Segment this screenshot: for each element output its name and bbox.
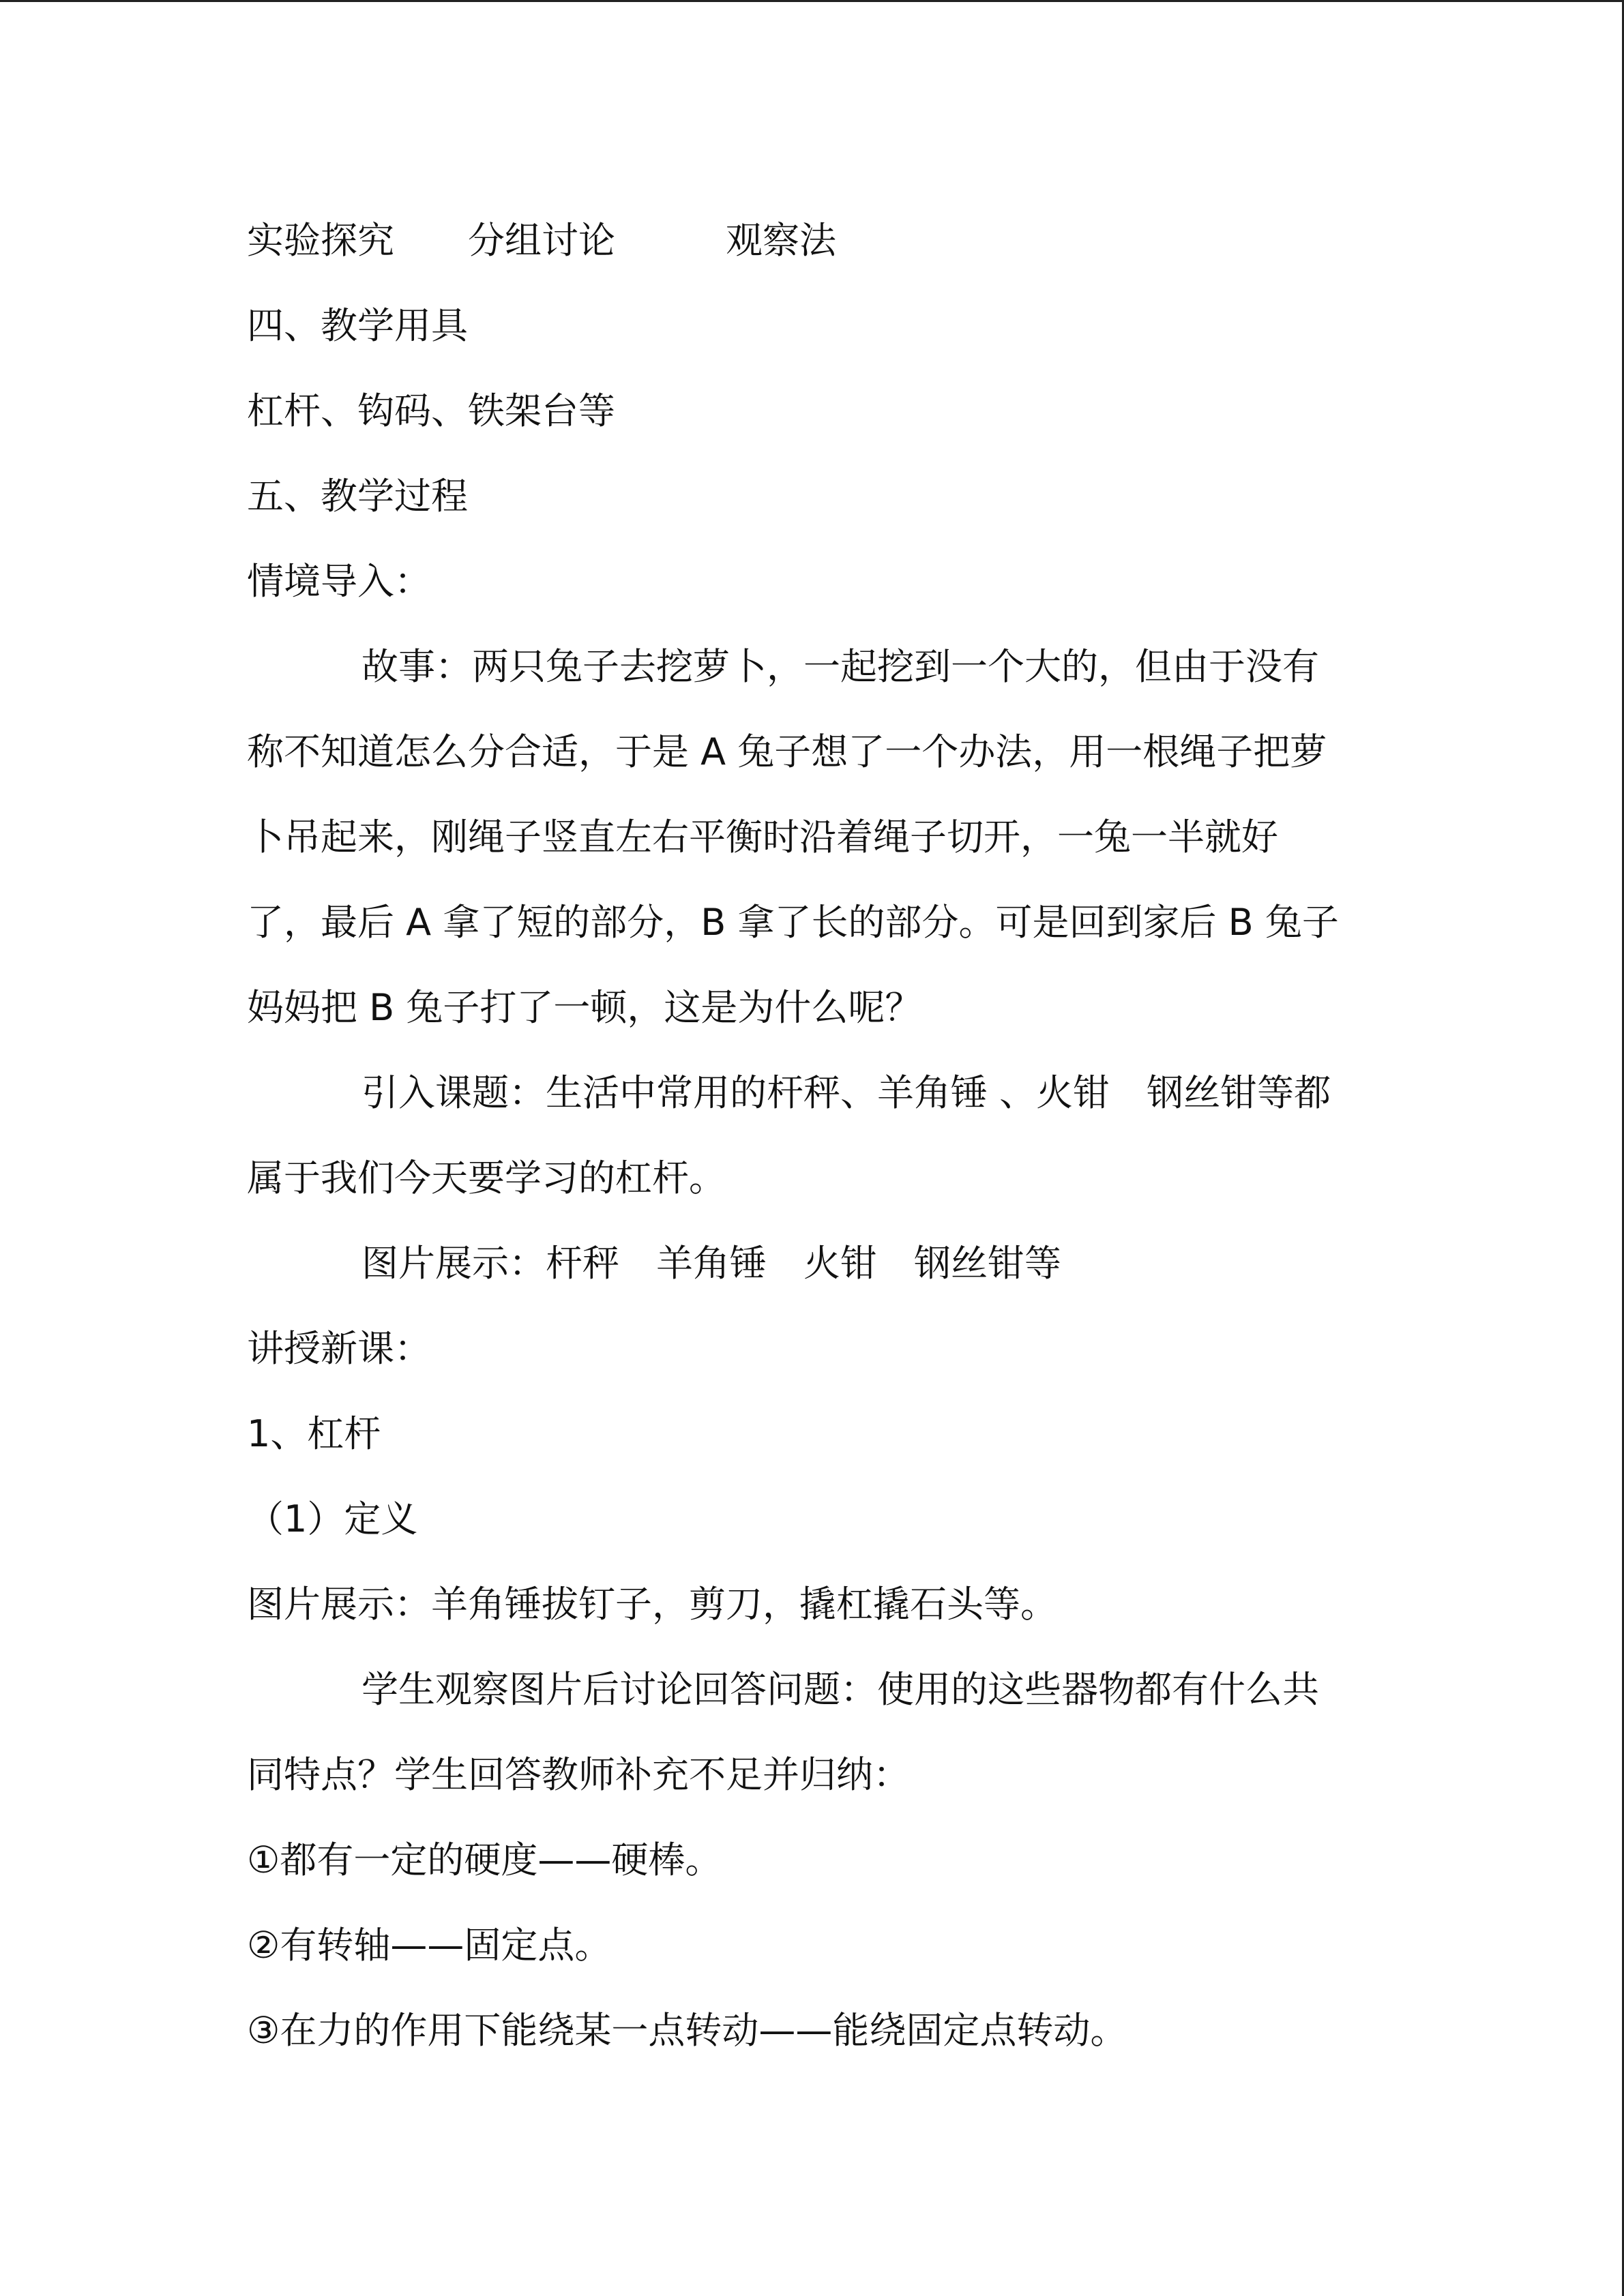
story-paragraph-line: 妈妈把 B 兔子打了一顿，这是为什么呢？	[247, 986, 922, 1029]
discussion-paragraph-line: 学生观察图片后讨论回答问题：使用的这些器物都有什么共	[361, 1668, 1319, 1711]
subheading-new-lesson: 讲授新课：	[247, 1327, 431, 1370]
section-heading-teaching-tools: 四、教学用具	[247, 304, 468, 347]
list-item: ②有转轴——固定点。	[247, 1924, 612, 1967]
discussion-paragraph-line: 同特点？学生回答教师补充不足并归纳：	[247, 1753, 910, 1796]
story-paragraph-line: 称不知道怎么分合适，于是 A 兔子想了一个办法，用一根绳子把萝	[247, 730, 1327, 773]
section-heading-teaching-process: 五、教学过程	[247, 475, 468, 518]
numbered-heading-definition: （1）定义	[247, 1497, 418, 1540]
picture-display-examples-line: 图片展示：羊角锤拔钉子，剪刀，撬杠撬石头等。	[247, 1583, 1057, 1626]
subheading-scenario-intro: 情境导入：	[247, 560, 431, 603]
story-paragraph-line: 了，最后 A 拿了短的部分，B 拿了长的部分。可是回到家后 B 兔子	[247, 901, 1339, 944]
list-item: ①都有一定的硬度——硬棒。	[247, 1838, 722, 1881]
teaching-tools-line: 杠杆、钩码、铁架台等	[247, 389, 615, 432]
topic-intro-paragraph-line: 属于我们今天要学习的杠杆。	[247, 1157, 726, 1199]
story-paragraph-line: 卜吊起来，刚绳子竖直左右平衡时沿着绳子切开，一兔一半就好	[247, 816, 1278, 859]
numbered-heading-lever: 1、杠杆	[247, 1412, 381, 1455]
story-paragraph-line: 故事：两只兔子去挖萝卜，一起挖到一个大的，但由于没有	[361, 645, 1319, 688]
topic-intro-paragraph-line: 引入课题：生活中常用的杆秤、羊角锤 、火钳 钢丝钳等都	[361, 1071, 1331, 1114]
teaching-methods-line: 实验探究 分组讨论 观察法	[247, 219, 836, 262]
list-item: ③在力的作用下能绕某一点转动——能绕固定点转动。	[247, 2009, 1127, 2052]
picture-display-line: 图片展示：杆秤 羊角锤 火钳 钢丝钳等	[361, 1242, 1061, 1285]
